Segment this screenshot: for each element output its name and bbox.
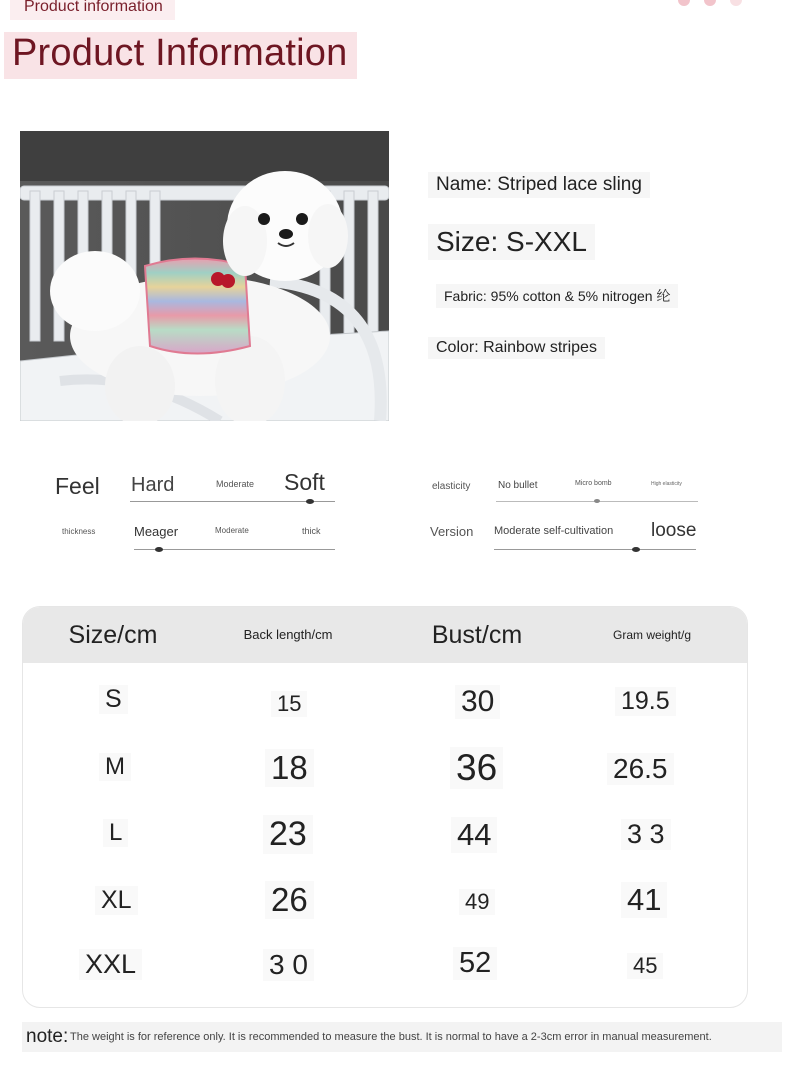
- feel-option-soft: Soft: [284, 469, 325, 495]
- product-color: Color: Rainbow stripes: [428, 337, 605, 359]
- size-table: [22, 606, 748, 1008]
- table-row-xl-size: XL: [95, 886, 138, 915]
- header-back-length: Back length/cm: [243, 627, 333, 642]
- version-scale-line: [494, 549, 696, 550]
- version-label: Version: [430, 524, 474, 539]
- table-row-m-weight: 26.5: [607, 753, 674, 785]
- feel-option-hard: Hard: [131, 474, 175, 496]
- table-row-s-back: 15: [271, 691, 307, 717]
- table-row-xl-bust: 49: [459, 889, 495, 915]
- feel-label: Feel: [55, 473, 100, 499]
- table-row-xxl-size: XXL: [79, 949, 142, 980]
- table-row-xl-weight: 41: [621, 882, 667, 918]
- elasticity-scale-marker: [594, 499, 600, 503]
- table-row-m-bust: 36: [450, 747, 503, 789]
- table-row-s-bust: 30: [455, 685, 500, 719]
- table-row-xxl-back: 3 0: [263, 949, 314, 981]
- version-option-self-cultivation: Moderate self-cultivation: [494, 525, 614, 537]
- table-row-s-weight: 19.5: [615, 687, 676, 716]
- table-row-m-back: 18: [265, 749, 314, 787]
- table-row-l-weight: 3 3: [621, 819, 671, 850]
- thickness-scale-marker: [155, 547, 163, 552]
- note-box: [22, 1022, 782, 1052]
- dog-illustration: [20, 131, 389, 421]
- table-row-l-bust: 44: [451, 817, 497, 853]
- elasticity-label: elasticity: [432, 481, 471, 492]
- note-label: note:: [26, 1026, 69, 1047]
- table-row-m-size: M: [99, 753, 131, 781]
- decorative-dot: [678, 0, 690, 6]
- version-option-loose: loose: [651, 520, 697, 541]
- header-gram-weight: Gram weight/g: [612, 628, 692, 642]
- elasticity-option-micro: Micro bomb: [575, 480, 612, 487]
- version-scale-marker: [632, 547, 640, 552]
- thickness-option-meager: Meager: [134, 524, 179, 539]
- feel-scale-marker: [306, 499, 314, 504]
- table-row-xxl-bust: 52: [453, 947, 497, 980]
- table-row-s-size: S: [99, 685, 128, 714]
- product-fabric: Fabric: 95% cotton & 5% nitrogen 纶: [436, 284, 678, 308]
- decorative-dot: [730, 0, 742, 6]
- header-bust: Bust/cm: [431, 621, 523, 649]
- size-table-header: [23, 607, 747, 663]
- header-size: Size/cm: [68, 621, 158, 649]
- feel-option-moderate: Moderate: [216, 479, 255, 489]
- thickness-option-moderate: Moderate: [215, 526, 249, 535]
- table-row-l-back: 23: [263, 815, 313, 854]
- thickness-scale-line: [134, 549, 335, 550]
- elasticity-option-high: High elasticity: [651, 481, 682, 487]
- feel-scale-line: [130, 501, 335, 502]
- product-name: Name: Striped lace sling: [428, 172, 650, 198]
- section-subtitle: Product information: [10, 0, 175, 20]
- product-photo: [20, 131, 389, 421]
- product-size: Size: S-XXL: [428, 224, 595, 260]
- table-row-l-size: L: [103, 819, 128, 847]
- thickness-option-thick: thick: [302, 526, 321, 536]
- page-title: Product Information: [4, 32, 357, 79]
- note-text: The weight is for reference only. It is recommended to measure the bust. It is normal to have a 2-3cm error in manual measurement.: [70, 1031, 712, 1043]
- decorative-dot: [704, 0, 716, 6]
- thickness-label: thickness: [62, 527, 96, 536]
- table-row-xl-back: 26: [265, 881, 314, 919]
- elasticity-option-no-bullet: No bullet: [498, 480, 538, 491]
- table-row-xxl-weight: 45: [627, 953, 663, 979]
